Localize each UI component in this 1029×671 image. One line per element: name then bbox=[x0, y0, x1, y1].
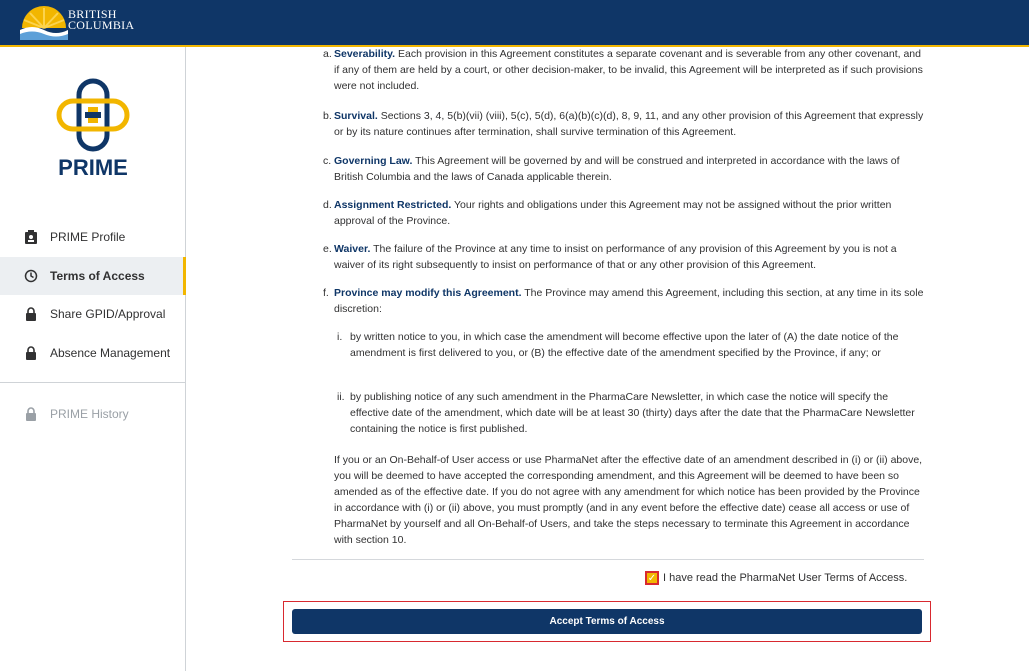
clause-province-may-modify: f. Province may modify this Agreement. The Province may amend this Agreement, including this section, at any time in its sole discretion: bbox=[323, 287, 924, 315]
prime-logo-icon bbox=[55, 77, 131, 153]
sidebar-item-share-gpid-approval[interactable] bbox=[0, 295, 186, 333]
clause-governing-law: c. Governing Law. This Agreement will be governed by and will be construed and interpreted in accordance with the laws of British Columbia and the laws of Canada applicable therein. bbox=[323, 155, 900, 183]
sidebar-item-absence-management[interactable] bbox=[0, 334, 186, 372]
sidebar-item-label: Absence Management bbox=[50, 346, 171, 360]
sidebar-item-prime-history bbox=[0, 395, 186, 433]
content-divider bbox=[292, 559, 924, 560]
sidebar-item-label: PRIME History bbox=[50, 407, 129, 421]
closing-paragraph: If you or an On-Behalf-of User access or use PharmaNet after the effective date of an amendment described in (i) or (ii) above, you will be deemed to have accepted the corresponding amendment, and this Agreement will be deemed to have been so amended as of the effective date. If you do not agree with any amendment for which notice has been provided by the Province in accordance with (i) or (ii) above, you must promptly (and in any event before the effective date) cease all access or use of PharmaNet by yourself and all On-Behalf-of Users, and take the steps necessary to terminate this Agreement in accordance with section 10. bbox=[334, 454, 923, 546]
sidebar-item-label: Share GPID/Approval bbox=[50, 307, 166, 321]
lock-icon bbox=[24, 307, 38, 321]
clause-severability: a. Severability. Each provision in this Agreement constitutes a separate covenant and is severable from any other covenant, and if any of them are held by a court, or other decision-maker, to be invalid, this Agreement will be interpreted as if such provisions were not included. bbox=[323, 48, 923, 92]
accept-terms-button[interactable]: Accept Terms of Access bbox=[292, 609, 922, 634]
prime-app-title: PRIME bbox=[58, 155, 128, 180]
sidebar-item-label: PRIME Profile bbox=[50, 230, 126, 244]
bc-wordmark: BRITISH COLUMBIA bbox=[68, 7, 135, 32]
subclause-ii: ii. by publishing notice of any such amendment in the PharmaCare Newsletter, in which case the notice will specify the effective date of the amendment, which date will be at least 30 (thirty) days after the date that the PharmaCare Newsletter containing the notice is first published. bbox=[337, 391, 915, 435]
sidebar-item-label: Terms of Access bbox=[50, 269, 145, 283]
sidebar-divider bbox=[0, 382, 186, 383]
sidebar-item-terms-of-access[interactable] bbox=[0, 257, 186, 295]
sidebar-item-prime-profile[interactable] bbox=[0, 218, 186, 256]
clause-assignment-restricted: d. Assignment Restricted. Your rights and obligations under this Agreement may not be assigned without the prior written approval of the Province. bbox=[323, 199, 892, 227]
sidebar bbox=[0, 47, 186, 671]
top-header-bar bbox=[0, 0, 1029, 47]
agree-checkbox[interactable]: ✓ bbox=[645, 571, 659, 585]
clause-survival: b. Survival. Sections 3, 4, 5(b)(vii) (viii), 5(c), 5(d), 6(a)(b)(c)(d), 8, 9, 11, and any other provision of this Agreement that expressly or by its nature continues after termination, shall survive termination of this Agreement. bbox=[323, 110, 924, 138]
lock-icon bbox=[24, 346, 38, 360]
clause-waiver: e. Waiver. The failure of the Province at any time to insist on performance of any provision of this Agreement by you is not a waiver of its right subsequently to insist on performance of that or any other provision of this Agreement. bbox=[323, 243, 897, 271]
badge-icon bbox=[24, 230, 38, 244]
agree-checkbox-label: I have read the PharmaNet User Terms of Access. bbox=[663, 572, 908, 584]
lock-icon bbox=[24, 407, 38, 421]
subclause-i: i. by written notice to you, in which case the amendment will become effective upon the later of (A) the date notice of the amendment is first delivered to you, or (B) the effective date of the amendment specified by the Province, if any; or bbox=[337, 331, 899, 359]
clock-icon bbox=[24, 269, 38, 283]
terms-agreement-row[interactable] bbox=[645, 571, 907, 585]
